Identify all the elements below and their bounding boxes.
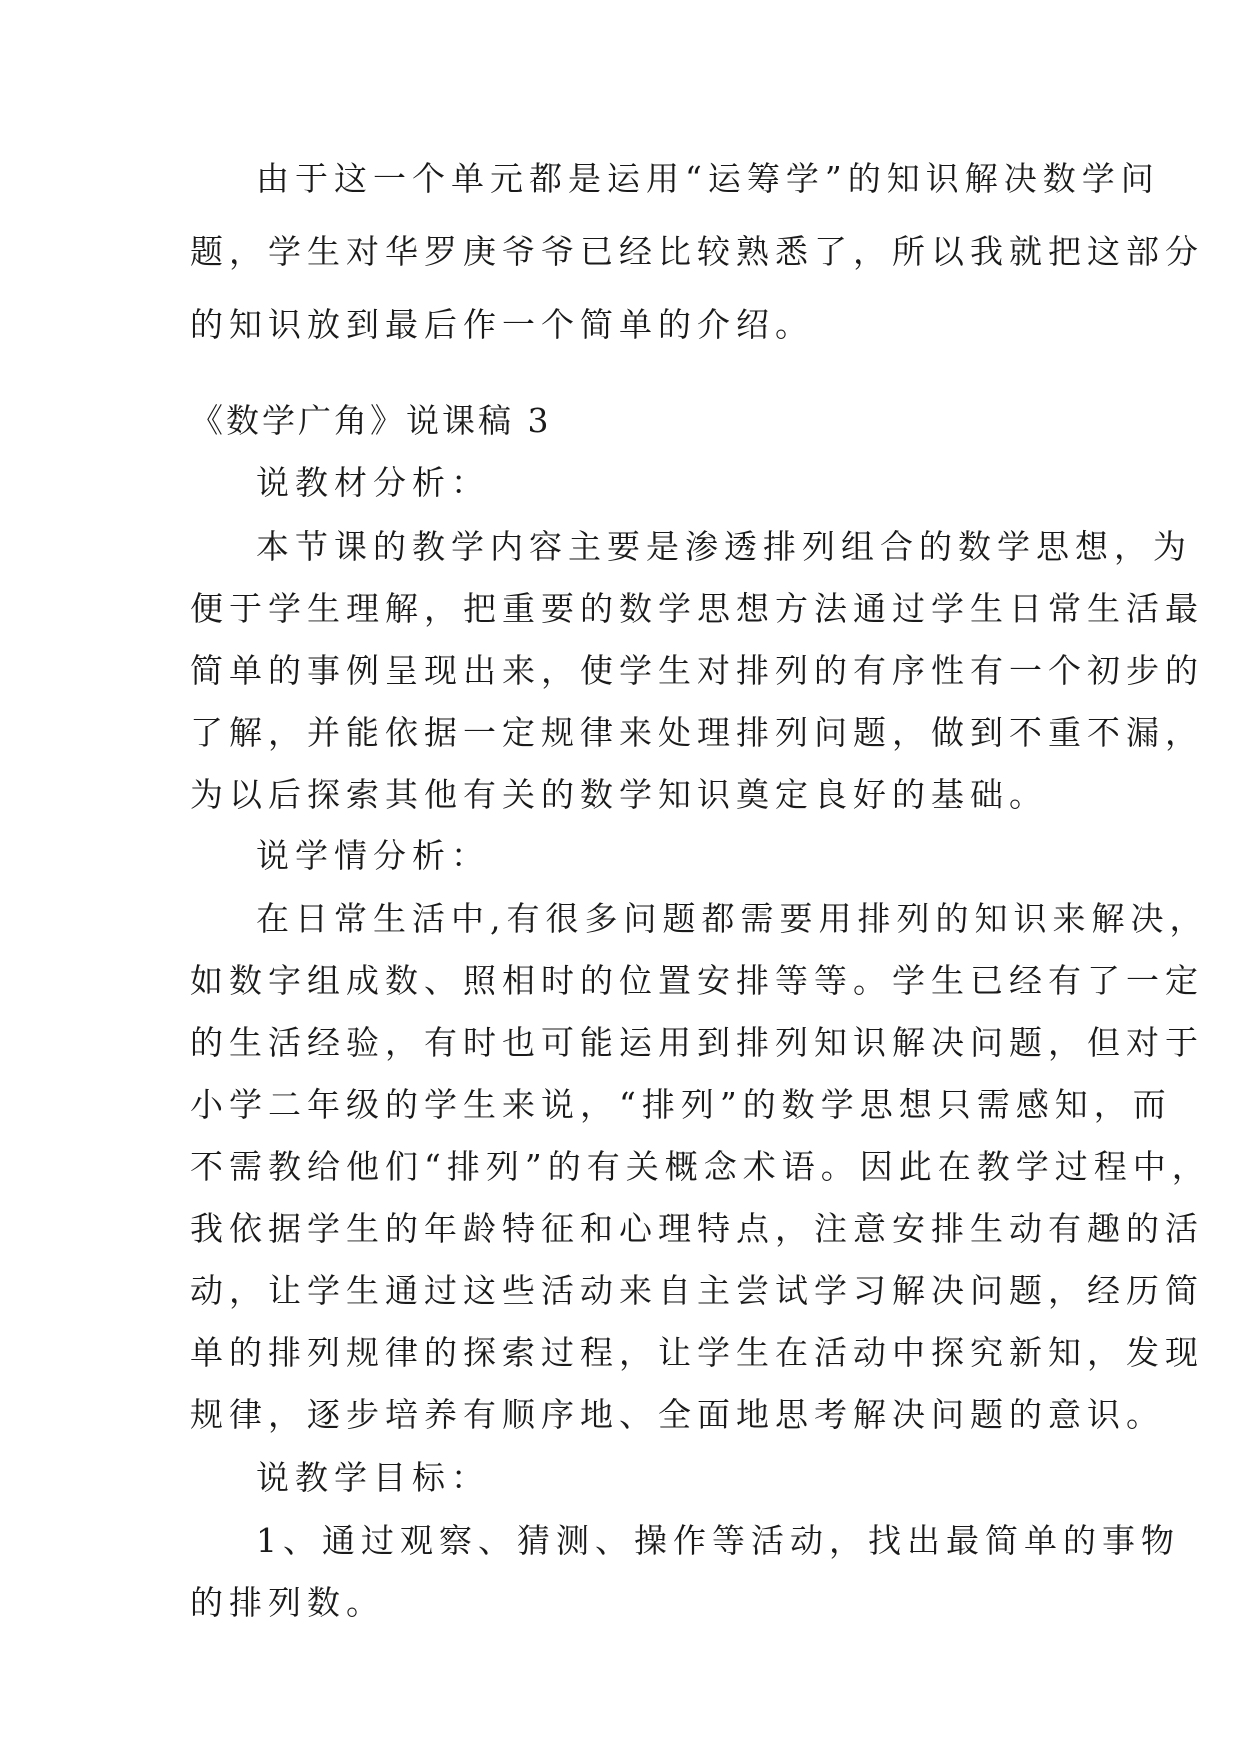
students-line-2: 如数字组成数、照相时的位置安排等等。学生已经有了一定 bbox=[190, 961, 1204, 1000]
heading-goals bbox=[190, 1449, 1060, 1506]
material-line-5: 为以后探索其他有关的数学知识奠定良好的基础。 bbox=[190, 775, 1048, 814]
goal-1-line-2: 的排列数。 bbox=[190, 1583, 385, 1622]
heading-goals-text: 说教学目标： bbox=[256, 1458, 490, 1497]
heading-students bbox=[190, 827, 1060, 884]
heading-students-text: 说学情分析： bbox=[256, 836, 490, 875]
students-line-1: 在日常生活中,有很多问题都需要用排列的知识来解决， bbox=[256, 899, 1209, 938]
students-line-9: 规律，逐步培养有顺序地、全面地思考解决问题的意识。 bbox=[190, 1395, 1165, 1434]
intro-line-3: 的知识放到最后作一个简单的介绍。 bbox=[190, 305, 814, 344]
goal-1-paragraph bbox=[190, 1510, 1180, 1634]
material-line-4: 了解，并能依据一定规律来处理排列问题，做到不重不漏， bbox=[190, 713, 1204, 752]
students-line-6: 我依据学生的年龄特征和心理特点，注意安排生动有趣的活 bbox=[190, 1209, 1204, 1248]
material-paragraph bbox=[190, 516, 1204, 826]
intro-paragraph bbox=[190, 150, 1204, 353]
goal-1-line-1: 1、通过观察、猜测、操作等活动，找出最简单的事物 bbox=[256, 1521, 1180, 1560]
material-line-2: 便于学生理解，把重要的数学思想方法通过学生日常生活最 bbox=[190, 589, 1204, 628]
students-paragraph bbox=[190, 888, 1211, 1446]
material-line-1: 本节课的教学内容主要是渗透排列组合的数学思想，为 bbox=[256, 527, 1192, 566]
students-line-8: 单的排列规律的探索过程，让学生在活动中探究新知，发现 bbox=[190, 1333, 1204, 1372]
section-title-text: 《数学广角》说课稿 3 bbox=[190, 401, 552, 440]
heading-material bbox=[190, 454, 1060, 511]
intro-line-1: 由于这一个单元都是运用“运筹学”的知识解决数学问 bbox=[256, 159, 1160, 198]
material-line-3: 简单的事例呈现出来，使学生对排列的有序性有一个初步的 bbox=[190, 651, 1204, 690]
heading-material-text: 说教材分析： bbox=[256, 463, 490, 502]
students-line-5: 不需教给他们“排列”的有关概念术语。因此在教学过程中， bbox=[190, 1147, 1211, 1186]
intro-line-2: 题，学生对华罗庚爷爷已经比较熟悉了，所以我就把这部分 bbox=[190, 232, 1204, 271]
students-line-7: 动，让学生通过这些活动来自主尝试学习解决问题，经历简 bbox=[190, 1271, 1204, 1310]
students-line-4: 小学二年级的学生来说，“排列”的数学思想只需感知，而 bbox=[190, 1085, 1172, 1124]
section-title bbox=[190, 392, 1060, 449]
students-line-3: 的生活经验，有时也可能运用到排列知识解决问题，但对于 bbox=[190, 1023, 1204, 1062]
